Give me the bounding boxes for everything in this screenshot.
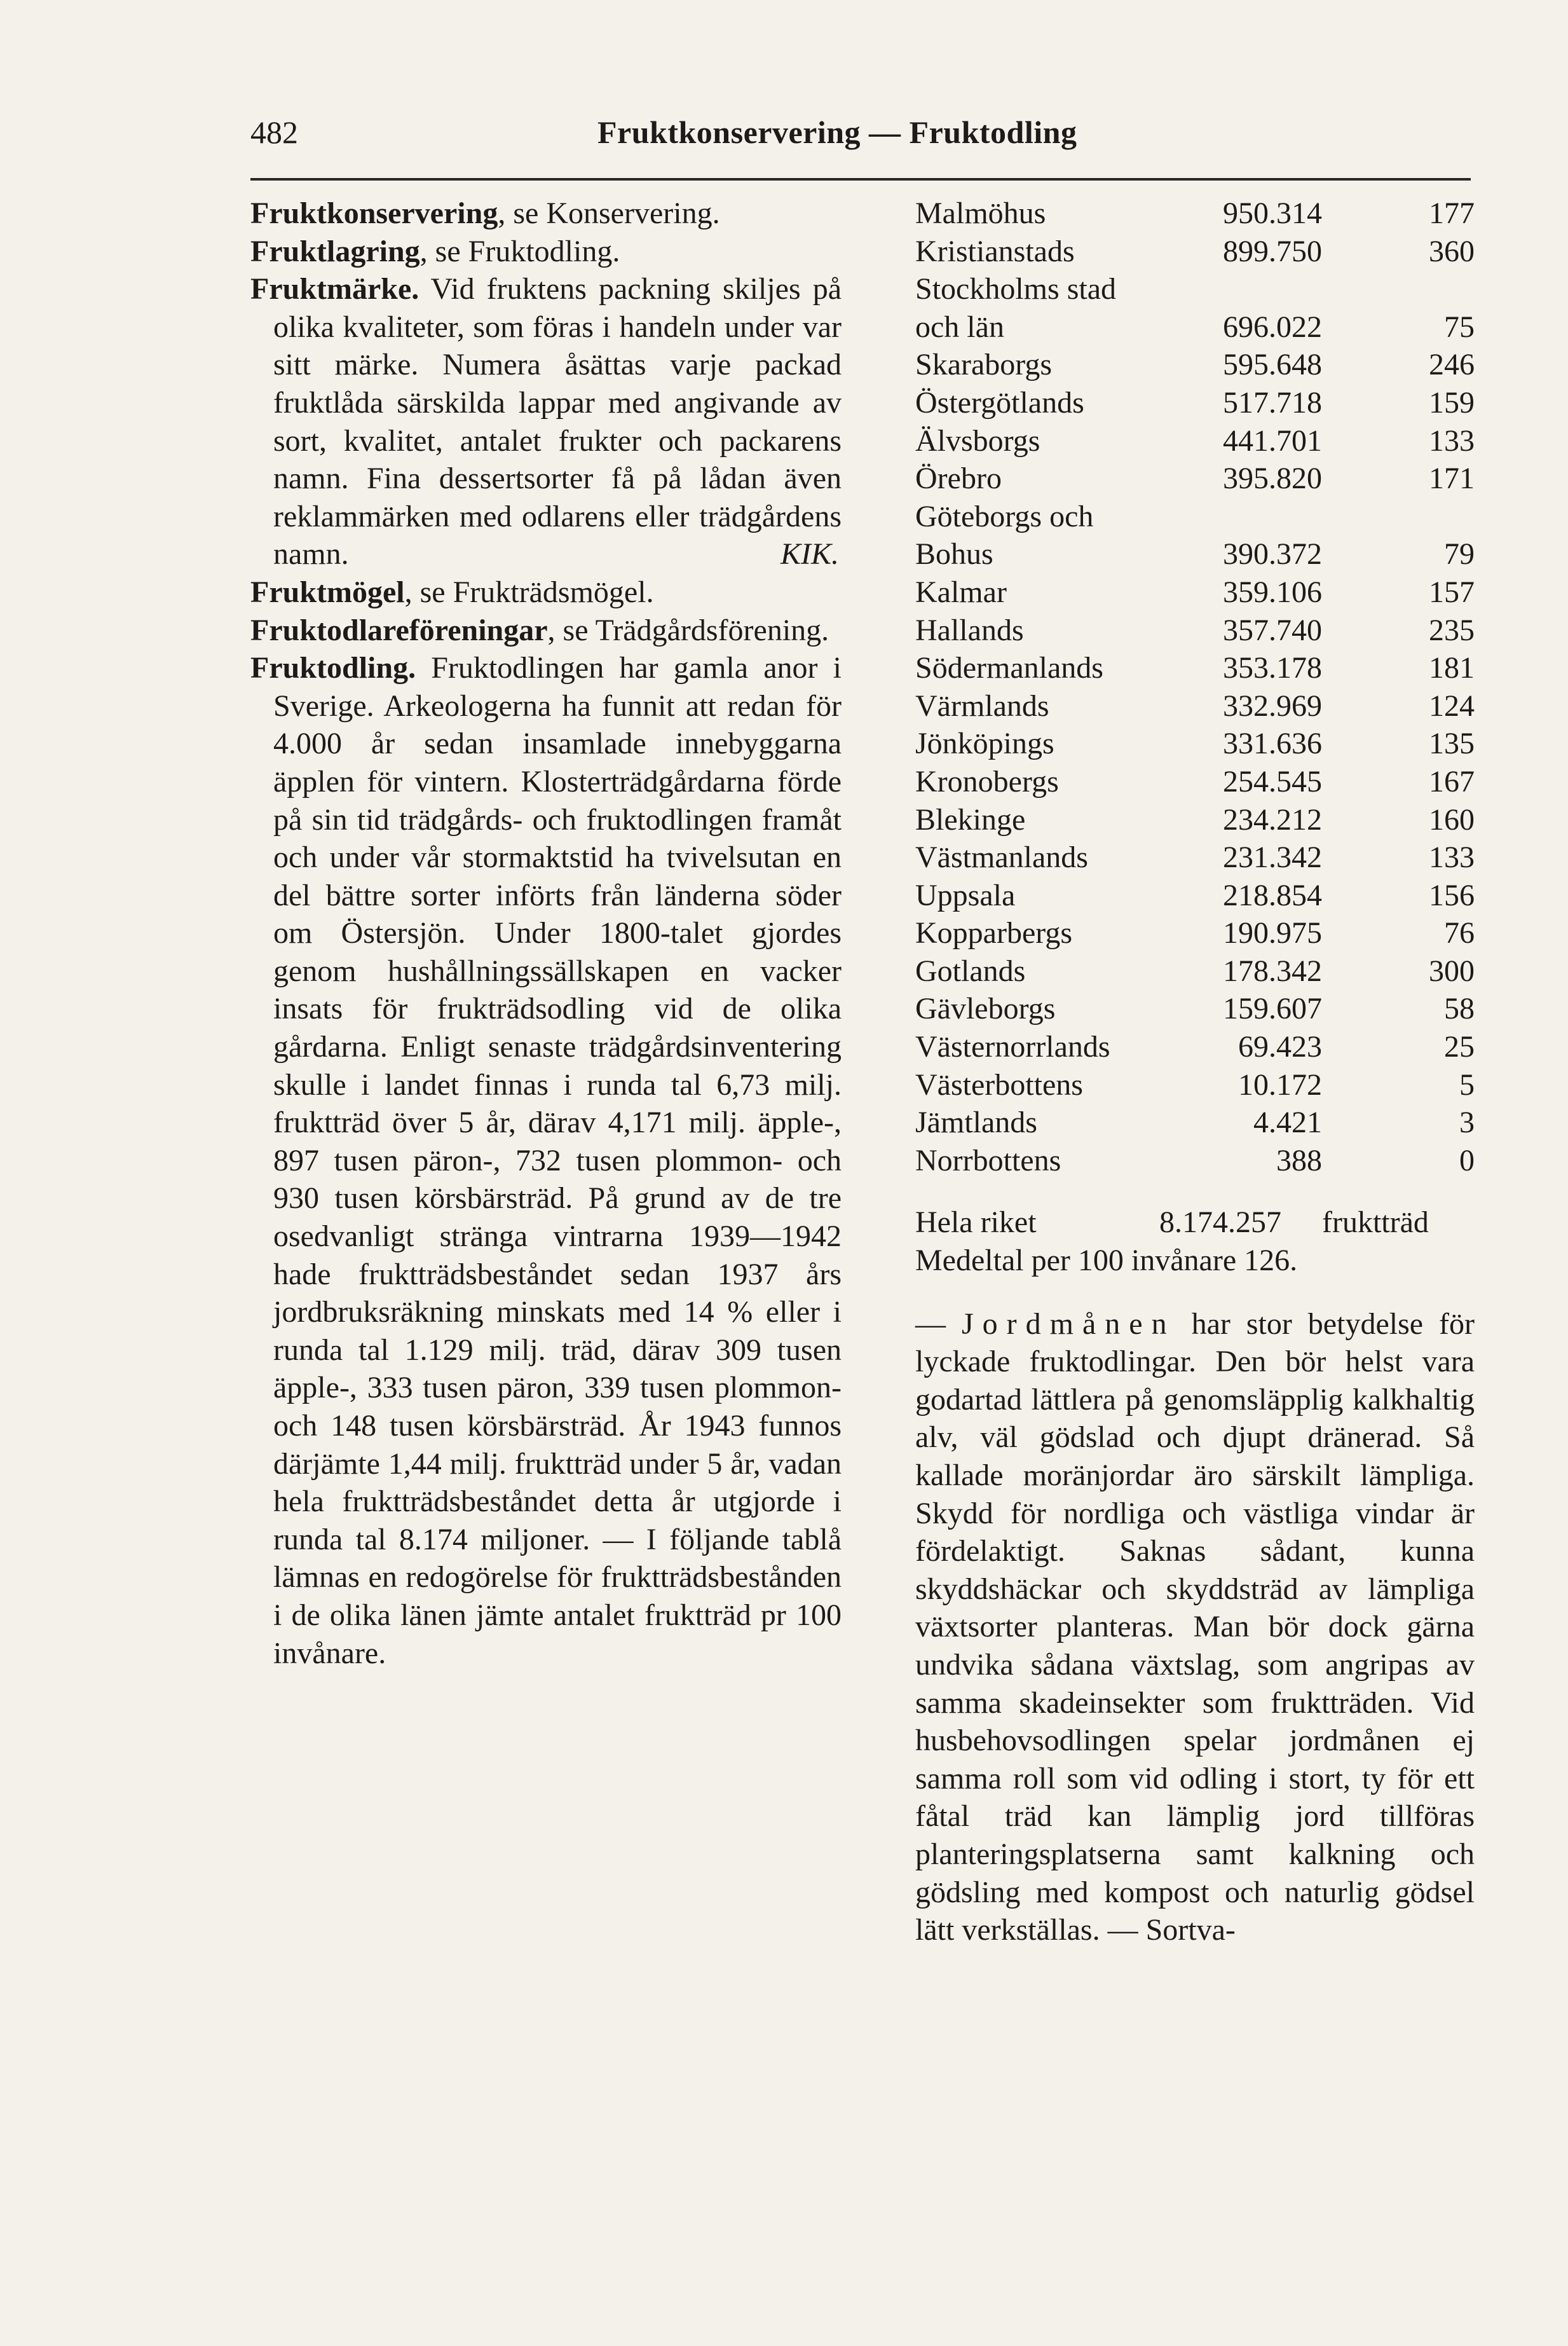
total-block — [915, 1204, 1475, 1279]
tree-count: 353.178 — [1223, 651, 1322, 685]
tree-count: 69.423 — [1238, 1030, 1322, 1064]
entry-jordman — [915, 1305, 1475, 1949]
table-row — [915, 877, 1475, 915]
trees-per-100: 160 — [1429, 802, 1475, 837]
dash: — — [915, 1307, 962, 1341]
table-row — [915, 270, 1475, 308]
tree-count: 899.750 — [1223, 234, 1322, 268]
table-row — [915, 1028, 1475, 1066]
trees-per-100: 133 — [1429, 423, 1475, 458]
entry-term: Fruktlagring — [250, 234, 420, 268]
table-row — [915, 990, 1475, 1028]
county-name: Östergötlands — [915, 385, 1084, 420]
trees-per-100: 177 — [1429, 196, 1475, 230]
author-signature: KIK. — [780, 537, 839, 572]
county-name: Kronobergs — [915, 764, 1059, 799]
county-name: Kalmar — [915, 575, 1007, 609]
tree-count: 190.975 — [1223, 916, 1322, 950]
county-name: Kopparbergs — [915, 916, 1073, 950]
table-row — [915, 573, 1475, 612]
tree-count: 517.718 — [1223, 385, 1322, 420]
table-row — [915, 346, 1475, 384]
tree-count: 388 — [1276, 1143, 1322, 1177]
table-row — [915, 801, 1475, 839]
tree-count: 178.342 — [1223, 954, 1322, 988]
tree-count: 331.636 — [1223, 727, 1322, 761]
county-name: Örebro — [915, 462, 1002, 496]
entry-term: Fruktmärke. — [250, 272, 419, 306]
table-row — [915, 1142, 1475, 1180]
tree-count: 218.854 — [1223, 878, 1322, 912]
tree-count: 595.648 — [1223, 348, 1322, 382]
trees-per-100: 25 — [1444, 1030, 1475, 1064]
county-name: Uppsala — [915, 878, 1016, 912]
county-name: Västernorrlands — [915, 1030, 1110, 1064]
table-row — [915, 612, 1475, 650]
tree-count: 696.022 — [1223, 310, 1322, 344]
trees-per-100 — [1322, 270, 1475, 308]
header-rule — [250, 178, 1471, 181]
tree-count: 441.701 — [1223, 423, 1322, 458]
table-row — [915, 535, 1475, 573]
tree-count: 357.740 — [1223, 613, 1322, 647]
trees-per-100: 76 — [1444, 916, 1475, 950]
county-name: Södermanlands — [915, 651, 1103, 685]
tree-count: 390.372 — [1223, 537, 1322, 572]
county-name: Gotlands — [915, 954, 1026, 988]
trees-per-100: 246 — [1429, 348, 1475, 382]
county-name: Bohus — [915, 537, 993, 572]
table-row — [915, 763, 1475, 801]
county-table — [915, 195, 1475, 1179]
trees-per-100: 0 — [1459, 1143, 1475, 1177]
trees-per-100: 133 — [1429, 840, 1475, 875]
tree-count: 234.212 — [1223, 802, 1322, 837]
trees-per-100: 171 — [1429, 462, 1475, 496]
entry-fruktodling — [250, 649, 842, 1672]
trees-per-100 — [1322, 498, 1475, 536]
trees-per-100: 156 — [1429, 878, 1475, 912]
trees-per-100: 58 — [1444, 992, 1475, 1026]
tree-count — [1169, 270, 1322, 308]
table-row — [915, 839, 1475, 877]
county-name: Stockholms stad — [915, 272, 1117, 306]
trees-per-100: 135 — [1429, 727, 1475, 761]
county-name: Värmlands — [915, 689, 1049, 723]
trees-per-100: 5 — [1459, 1067, 1475, 1102]
tree-count: 950.314 — [1223, 196, 1322, 230]
table-row — [915, 914, 1475, 952]
page-number: 482 — [250, 114, 298, 150]
entry-fruktkonservering — [250, 195, 842, 233]
entry-term: Fruktkonservering — [250, 196, 498, 230]
trees-per-100: 235 — [1429, 613, 1475, 647]
left-column — [250, 195, 842, 1672]
right-column — [915, 195, 1475, 1949]
entry-fruktodlareforeningar — [250, 612, 842, 650]
running-title: Fruktkonservering — Fruktodling — [597, 114, 1077, 150]
trees-per-100: 159 — [1429, 385, 1475, 420]
page-header — [250, 107, 1433, 164]
entry-text: , se Frukträdsmögel. — [404, 575, 654, 609]
table-row — [915, 422, 1475, 460]
county-name: Hallands — [915, 613, 1024, 647]
table-row — [915, 498, 1475, 536]
tree-count: 359.106 — [1223, 575, 1322, 609]
table-row — [915, 233, 1475, 271]
table-row — [915, 952, 1475, 991]
table-row — [915, 1066, 1475, 1104]
county-name: Norrbottens — [915, 1143, 1061, 1177]
table-row — [915, 725, 1475, 763]
table-row — [915, 1104, 1475, 1142]
table-row — [915, 195, 1475, 233]
entry-term: Fruktodlareföreningar — [250, 613, 548, 647]
county-name: Västmanlands — [915, 840, 1088, 875]
entry-term: Fruktmögel — [250, 575, 405, 609]
tree-count: 254.545 — [1223, 764, 1322, 799]
entry-fruktmogel — [250, 573, 842, 612]
trees-per-100: 157 — [1429, 575, 1475, 609]
county-name: Skaraborgs — [915, 348, 1053, 382]
table-row — [915, 649, 1475, 687]
table-row — [915, 460, 1475, 498]
total-unit: fruktträd — [1322, 1205, 1429, 1240]
county-name: Malmöhus — [915, 196, 1046, 230]
total-line — [915, 1204, 1475, 1242]
entry-text: , se Trädgårdsförening. — [547, 613, 829, 647]
county-name: Älvsborgs — [915, 423, 1040, 458]
county-name: Blekinge — [915, 802, 1026, 837]
table-row — [915, 384, 1475, 422]
tree-count: 4.421 — [1253, 1106, 1322, 1140]
entry-fruktmarke — [250, 270, 842, 573]
tree-count: 332.969 — [1223, 689, 1322, 723]
entry-text: Fruktodlingen har gamla anor i Sverige. Arkeologerna ha funnit att redan för 4.000 år sedan insamlade innebyggarna äpplen för vintern. Klosterträdgårdarna förde på sin tid trädgårds- och fruktodlingen framåt och under vår stormaktstid ha tvivelsutan en del bättre sorter införts från länderna söder om Östersjön. Under 1800-talet gjordes genom hushållningssällskapen en vacker insats för frukträdsodling vid de olika gårdarna. Enligt senaste trädgårdsinventering skulle i landet finnas i runda tal 6,73 milj. fruktträd över 5 år, därav 4,171 milj. äpple-, 897 tusen päron-, 732 tusen plommon- och 930 tusen körsbärsträd. På grund av de tre osedvanligt stränga vintrarna 1939—1942 hade fruktträdsbeståndet sedan 1937 års jordbruksräkning minskats med 14 % eller i runda tal 1.129 milj. träd, därav 309 tusen äpple-, 333 tusen päron, 339 tusen plommon- och 148 tusen körsbärsträd. År 1943 funnos därjämte 1,44 milj. fruktträd under 5 år, vadan hela fruktträdsbeståndet detta år utgjorde i runda tal 8.174 miljoner. — I följande tablå lämnas en redogörelse för fruktträdsbestånden i de olika länen jämte antalet fruktträd pr 100 invånare. — [273, 651, 842, 1670]
county-name: Jämtlands — [915, 1106, 1037, 1140]
trees-per-100: 79 — [1444, 537, 1475, 572]
entry-fruktlagring — [250, 233, 842, 271]
entry-text: , se Konservering. — [498, 196, 720, 230]
county-name: Kristianstads — [915, 234, 1075, 268]
mean-line: Medeltal per 100 invånare 126. — [915, 1244, 1298, 1278]
tree-count — [1169, 498, 1322, 536]
trees-per-100: 124 — [1429, 689, 1475, 723]
entry-text: Vid fruktens packning skiljes på olika kvaliteter, som föras i handeln under var sitt märke. Numera åsättas varje packad fruktlåda särskilda lappar med angivande av sort, kvalitet, antalet frukter och packarens namn. Fina dessertsorter få på lådan även reklammärken med odlarens eller trädgårdens namn. — [273, 272, 842, 572]
trees-per-100: 300 — [1429, 954, 1475, 988]
county-name: och län — [915, 310, 1004, 344]
county-name: Gävleborgs — [915, 992, 1056, 1026]
tree-count: 10.172 — [1238, 1067, 1322, 1102]
tree-count: 159.607 — [1223, 992, 1322, 1026]
tree-count: 231.342 — [1223, 840, 1322, 875]
tree-count: 395.820 — [1223, 462, 1322, 496]
total-label: Hela riket — [915, 1205, 1037, 1240]
entry-text: , se Fruktodling. — [419, 234, 620, 268]
entry-text: har stor betydelse för lyckade fruktodlingar. Den bör helst vara godartad lättlera på genomsläpplig kalkhaltig alv, väl gödslad och djupt dränerad. Så kallade moränjordar äro särskilt lämpliga. Skydd för nordliga och västliga vindar är fördelaktigt. Saknas sådant, kunna skyddshäckar och skyddsträd av lämpliga växtsorter planteras. Man bör dock gärna undvika sådana växtslag, som angripas av samma skadeinsekter som fruktträden. Vid husbehovsodlingen spelar jordmånen ej samma roll som vid odling i stort, ty för ett fåtal träd kan lämplig jord tillföras planteringsplatserna samt kalkning och gödsling med kompost och naturlig gödsel lätt verkställas. — Sortva- — [915, 1307, 1475, 1947]
total-value: 8.174.257 — [1159, 1205, 1281, 1240]
trees-per-100: 360 — [1429, 234, 1475, 268]
spaced-word: Jordmånen — [961, 1307, 1176, 1341]
county-table-body — [915, 195, 1475, 1179]
county-name: Jönköpings — [915, 727, 1054, 761]
entry-term: Fruktodling. — [250, 651, 416, 685]
county-name: Göteborgs och — [915, 499, 1094, 533]
trees-per-100: 181 — [1429, 651, 1475, 685]
table-row — [915, 308, 1475, 346]
table-row — [915, 687, 1475, 725]
trees-per-100: 3 — [1459, 1106, 1475, 1140]
trees-per-100: 167 — [1429, 764, 1475, 799]
trees-per-100: 75 — [1444, 310, 1475, 344]
county-name: Västerbottens — [915, 1067, 1083, 1102]
